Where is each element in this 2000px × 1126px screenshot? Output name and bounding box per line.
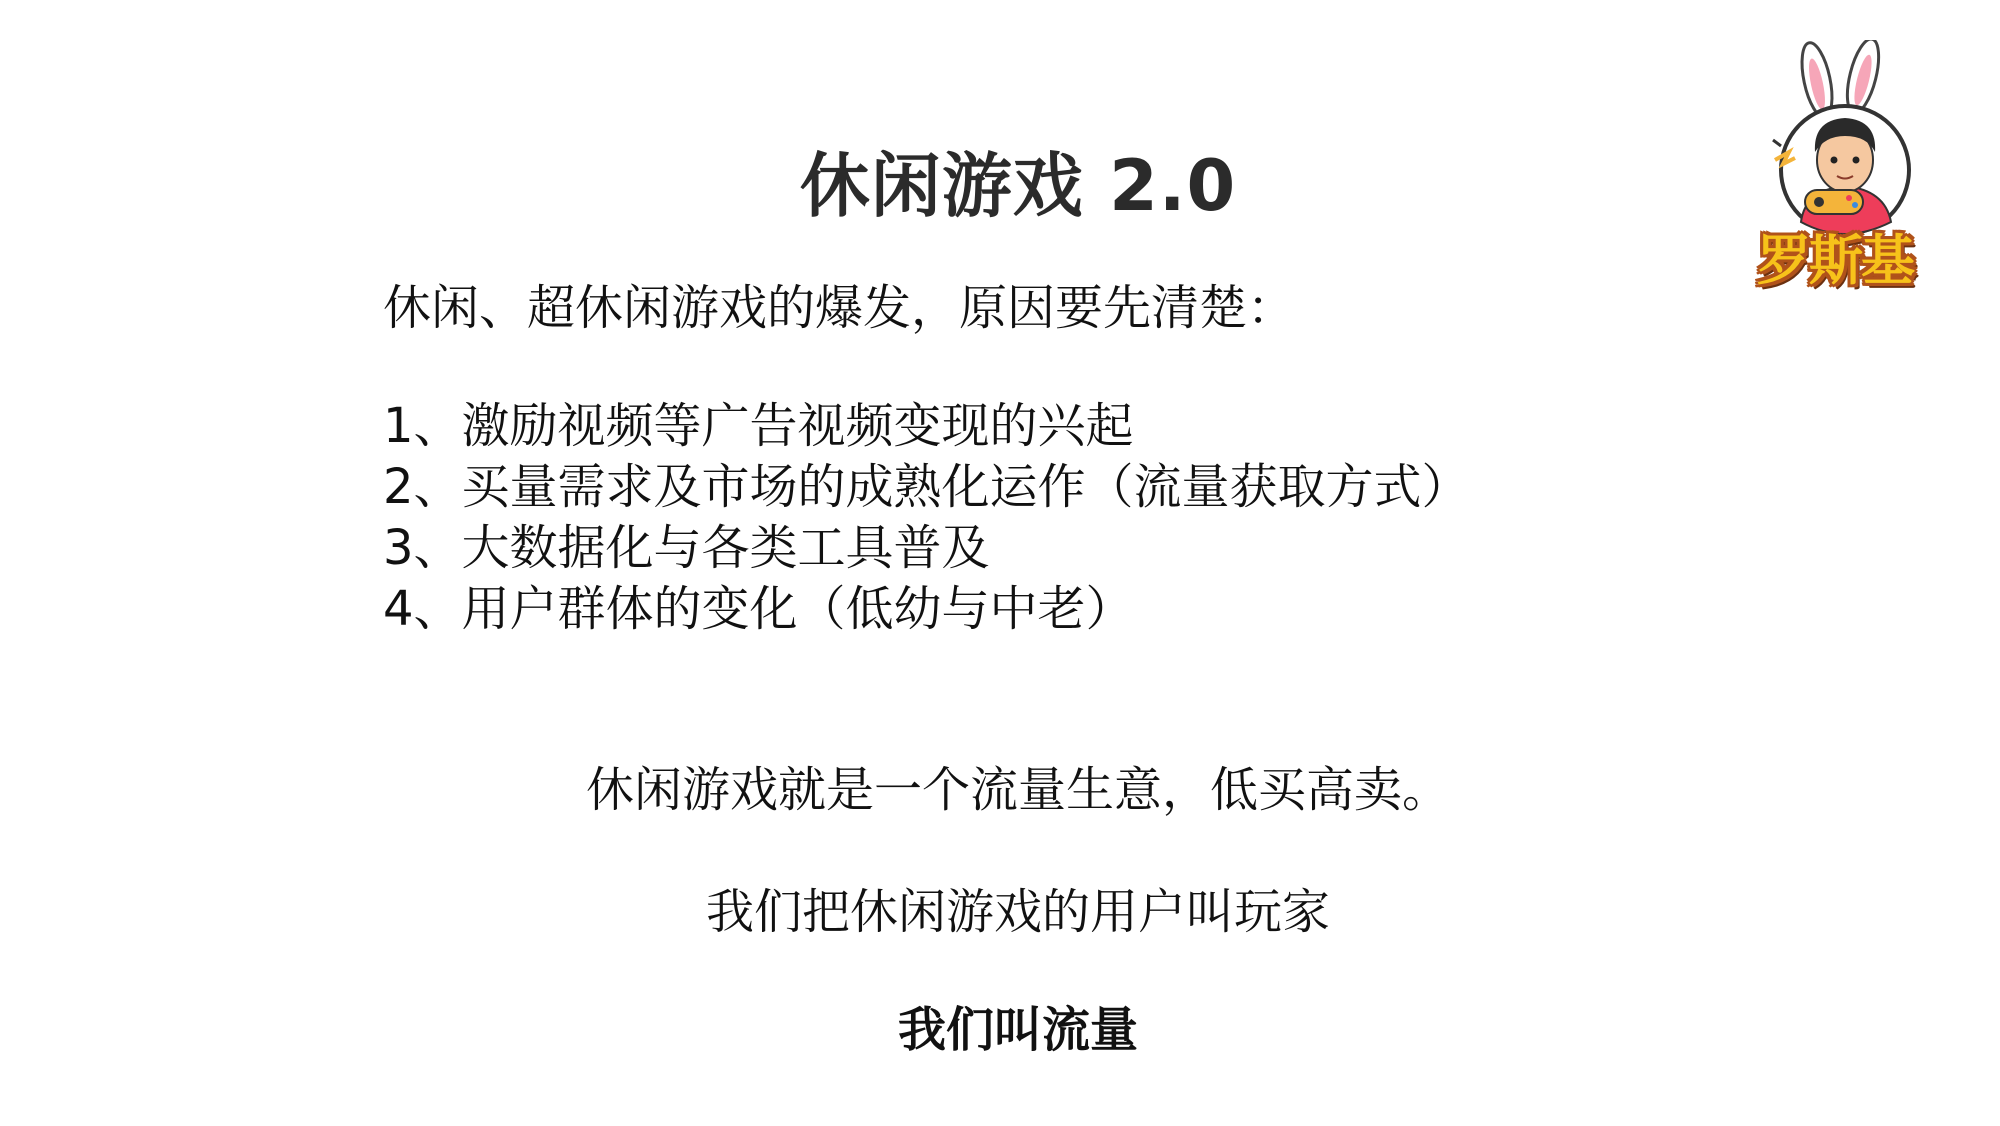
summary-text: 休闲游戏就是一个流量生意，低买高卖。: [585, 762, 1450, 818]
reason-item: 4、用户群体的变化（低幼与中老）: [383, 581, 1134, 637]
logo-text: 罗斯基: [1757, 229, 1913, 292]
reasons-list: [383, 396, 1470, 640]
reason-item: 1、激励视频等广告视频变现的兴起: [383, 398, 1134, 454]
bunny-gamer-avatar-icon: [1735, 40, 1935, 240]
traffic-text: 我们叫流量: [897, 1002, 1138, 1058]
players-text: 我们把休闲游戏的用户叫玩家: [705, 884, 1330, 940]
brand-logo: [1735, 40, 1935, 300]
intro-text: 休闲、超休闲游戏的爆发，原因要先清楚：: [383, 280, 1296, 336]
reason-item: 3、大数据化与各类工具普及: [383, 520, 990, 576]
slide-title: 休闲游戏 2.0: [799, 145, 1237, 227]
reason-item: 2、买量需求及市场的成熟化运作（流量获取方式）: [383, 459, 1470, 515]
